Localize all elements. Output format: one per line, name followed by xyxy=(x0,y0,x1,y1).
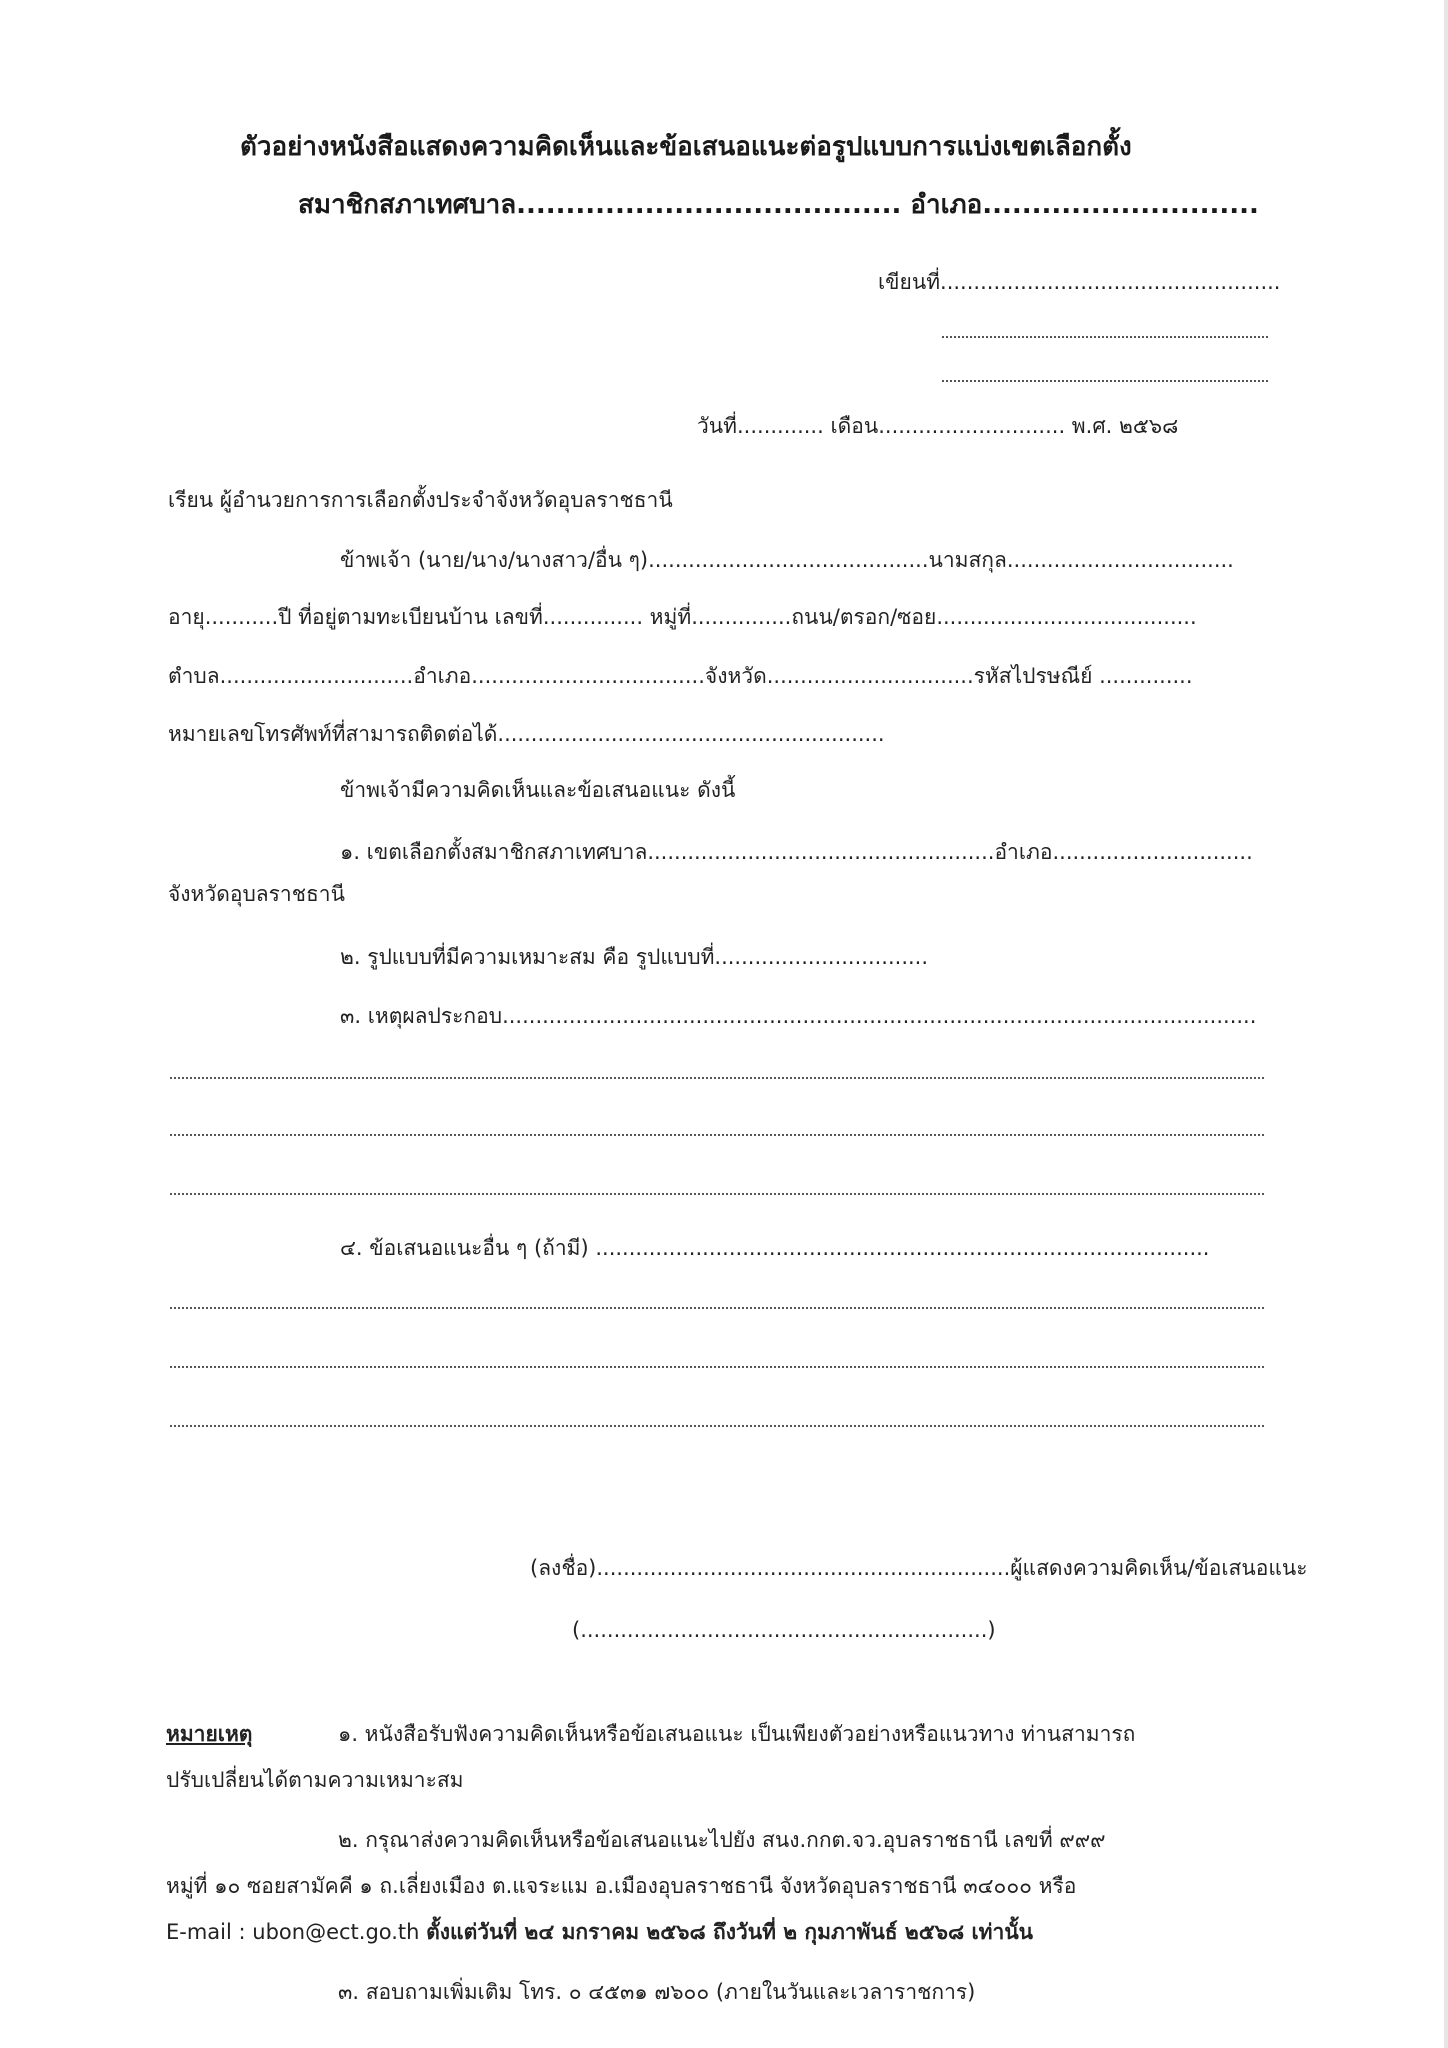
reason-line-1[interactable] xyxy=(170,1077,1264,1079)
deadline: ตั้งแต่วันที่ ๒๔ มกราคม ๒๕๖๘ ถึงวันที่ ๒ กุมภาพันธ์ ๒๕๖๘ เท่านั้น xyxy=(426,1920,1034,1944)
note-2: ๒. กรุณาส่งความคิดเห็นหรือข้อเสนอแนะไปยัง สนง.กกต.จว.อุบลราชธานี เลขที่ ๙๙๙ xyxy=(338,1828,1106,1852)
reason-line-2[interactable] xyxy=(170,1134,1264,1136)
write-at-field[interactable]: เขียนที่................................................... xyxy=(878,270,1281,294)
notes-heading: หมายเหตุ xyxy=(166,1722,253,1746)
email-address[interactable]: E-mail : ubon@ect.go.th xyxy=(166,1920,427,1944)
opinion-intro: ข้าพเจ้ามีความคิดเห็นและข้อเสนอแนะ ดังนี้ xyxy=(340,778,736,802)
signature-name-field[interactable]: (.............................................................) xyxy=(572,1618,996,1642)
note-2-address: หมู่ที่ ๑๐ ซอยสามัคคี ๑ ถ.เลี่ยงเมือง ต.แจระแม อ.เมืองอุบลราชธานี จังหวัดอุบลราชธานี ๓๔๐๐๐ หรือ xyxy=(166,1874,1077,1898)
note-1-continued: ปรับเปลี่ยนได้ตามความเหมาะสม xyxy=(166,1768,464,1792)
signature-field[interactable]: (ลงชื่อ)..............................................................ผู้แสดงความคิดเห็น/ข้อเสนอแนะ xyxy=(530,1556,1308,1580)
date-field[interactable]: วันที่............. เดือน............................ พ.ศ. ๒๕๖๘ xyxy=(697,414,1179,438)
item1-province: จังหวัดอุบลราชธานี xyxy=(168,882,345,906)
note-3: ๓. สอบถามเพิ่มเติม โทร. ๐ ๔๕๓๑ ๗๖๐๐ (ภายในวันและเวลาราชการ) xyxy=(338,1980,976,2004)
item3-reason-field[interactable]: ๓. เหตุผลประกอบ................................................................................................................. xyxy=(340,1004,1257,1028)
location-field[interactable]: ตำบล.............................อำเภอ...................................จังหวัด...............................รหัสไปรษณีย์ .............. xyxy=(168,664,1193,688)
phone-field[interactable]: หมายเลขโทรศัพท์ที่สามารถติดต่อได้.......................................................... xyxy=(168,722,885,746)
note-1: ๑. หนังสือรับฟังความคิดเห็นหรือข้อเสนอแนะ เป็นเพียงตัวอย่างหรือแนวทาง ท่านสามารถ xyxy=(338,1722,1136,1746)
note-2-email-line xyxy=(166,1920,1033,1945)
item4-suggestion-field[interactable]: ๔. ข้อเสนอแนะอื่น ๆ (ถ้ามี) ............................................................................................ xyxy=(340,1236,1210,1260)
address-line-2[interactable] xyxy=(942,336,1268,338)
suggestion-line-2[interactable] xyxy=(170,1366,1264,1368)
addressee: เรียน ผู้อำนวยการการเลือกตั้งประจำจังหวัดอุบลราชธานี xyxy=(168,488,673,512)
page-edge xyxy=(1444,0,1448,2048)
address-line-3[interactable] xyxy=(942,380,1268,382)
reason-line-3[interactable] xyxy=(170,1193,1264,1195)
suggestion-line-3[interactable] xyxy=(170,1425,1264,1427)
age-address-field[interactable]: อายุ...........ปี ที่อยู่ตามทะเบียนบ้าน เลขที่............... หมู่ที่...............ถนน/ตรอก/ซอย....................................... xyxy=(168,605,1197,629)
suggestion-line-1[interactable] xyxy=(170,1307,1264,1309)
item1-district-field[interactable]: ๑. เขตเลือกตั้งสมาชิกสภาเทศบาล....................................................อำเภอ.............................. xyxy=(340,840,1253,864)
item2-pattern-field[interactable]: ๒. รูปแบบที่มีความเหมาะสม คือ รูปแบบที่................................ xyxy=(340,945,929,969)
form-title: ตัวอย่างหนังสือแสดงความคิดเห็นและข้อเสนอแนะต่อรูปแบบการแบ่งเขตเลือกตั้ง xyxy=(240,132,1132,162)
name-field[interactable]: ข้าพเจ้า (นาย/นาง/นางสาว/อื่น ๆ)..........................................นามสกุล.................................. xyxy=(340,548,1234,572)
form-subtitle: สมาชิกสภาเทศบาล....................................... อำเภอ............................ xyxy=(298,190,1259,220)
